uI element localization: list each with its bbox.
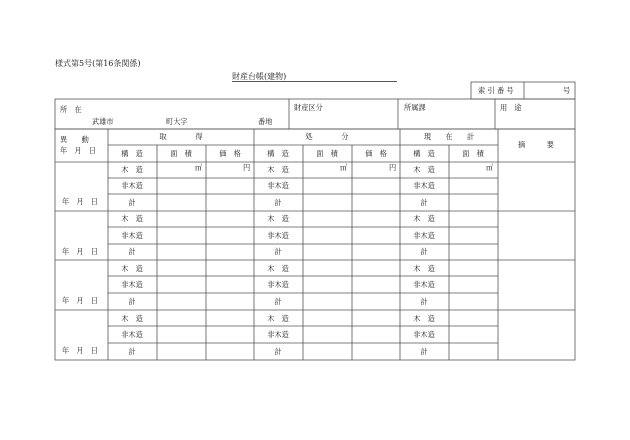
row-label-non-wood: 非木造 [121,280,143,289]
row-label-total: 計 [274,198,282,207]
row-label-non-wood: 非木造 [121,330,143,339]
row-label-total: 計 [420,247,428,256]
current-total-header: 現 在 計 [423,132,475,141]
disposal-header: 処 分 [305,132,349,141]
row-label-wood: 木 造 [121,165,143,174]
lot-label: 番地 [258,117,273,126]
date-label: 年 月 日 [62,346,98,355]
index-number-label: 索 引 番 号 [478,86,514,95]
row-label-wood: 木 造 [413,214,435,223]
row-label-non-wood: 非木造 [267,330,289,339]
row-label-total: 計 [128,297,136,306]
row-label-total: 計 [274,347,282,356]
disp-price-header: 価 格 [365,149,387,158]
index-number-suffix: 号 [563,86,571,95]
disp-area-header: 面 積 [316,149,338,158]
row-label-non-wood: 非木造 [413,330,435,339]
unit-yen: 円 [243,163,251,172]
row-label-total: 計 [128,347,136,356]
row-label-total: 計 [128,198,136,207]
date-label: 年 月 日 [62,247,98,256]
document-title: 財産台帳(建物) [232,72,287,81]
row-label-wood: 木 造 [267,314,289,323]
unit-sqm: ㎡ [195,163,203,172]
row-label-non-wood: 非木造 [121,181,143,190]
date-label: 年 月 日 [62,197,98,206]
row-label-non-wood: 非木造 [413,280,435,289]
row-label-non-wood: 非木造 [121,231,143,240]
location-label: 所 在 [60,105,82,114]
row-label-wood: 木 造 [121,314,143,323]
cur-structure-header: 構 造 [413,149,435,158]
row-label-wood: 木 造 [267,264,289,273]
row-label-wood: 木 造 [267,165,289,174]
acq-area-header: 面 積 [170,149,192,158]
department-label: 所属課 [404,103,426,112]
disp-structure-header: 構 造 [267,149,289,158]
date-label: 年 月 日 [62,296,98,305]
row-label-total: 計 [420,347,428,356]
row-label-total: 計 [420,297,428,306]
change-date-label-top: 異 動 [60,135,89,144]
town-label: 町大字 [166,117,188,126]
row-label-wood: 木 造 [267,214,289,223]
acquisition-header: 取 得 [159,132,203,141]
row-label-non-wood: 非木造 [267,231,289,240]
row-label-total: 計 [128,247,136,256]
remarks-header: 摘 要 [518,140,554,149]
row-label-total: 計 [274,247,282,256]
acq-price-header: 価 格 [219,149,241,158]
purpose-label: 用 途 [500,103,522,112]
row-label-non-wood: 非木造 [413,181,435,190]
row-label-total: 計 [420,198,428,207]
row-label-wood: 木 造 [121,214,143,223]
row-label-non-wood: 非木造 [267,280,289,289]
row-label-total: 計 [274,297,282,306]
change-date-label-bottom: 年 月 日 [60,146,96,155]
unit-sqm: ㎡ [486,163,494,172]
row-label-wood: 木 造 [413,264,435,273]
unit-sqm: ㎡ [340,163,348,172]
row-label-non-wood: 非木造 [267,181,289,190]
acq-structure-header: 構 造 [121,149,143,158]
row-label-wood: 木 造 [413,165,435,174]
city-label: 武雄市 [92,117,114,126]
cur-area-header: 面 積 [462,149,484,158]
form-number: 様式第5号(第16条関係) [55,59,141,68]
row-label-wood: 木 造 [413,314,435,323]
property-class-label: 財産区分 [294,103,323,112]
row-label-non-wood: 非木造 [413,231,435,240]
row-label-wood: 木 造 [121,264,143,273]
unit-yen: 円 [389,163,397,172]
